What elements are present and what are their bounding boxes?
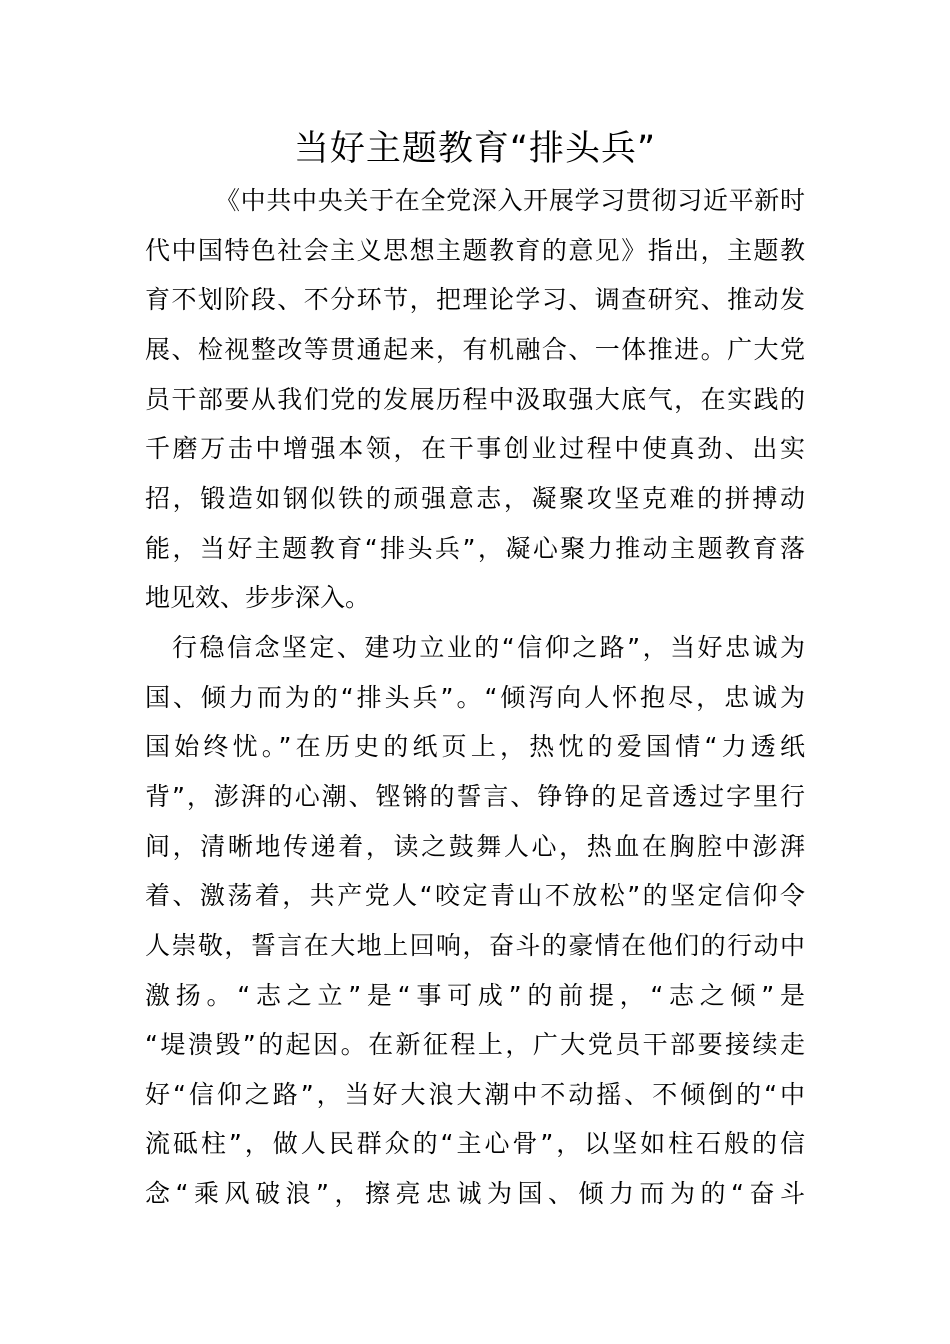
paragraph-2-line-11: 流砥柱”，做人民群众的“主心骨”，以坚如柱石般的信 <box>145 1129 805 1158</box>
paragraph-1-line-3: 育不划阶段、不分环节，把理论学习、调查研究、推动发 <box>145 285 805 314</box>
paragraph-2-line-10: 好“信仰之路”，当好大浪大潮中不动摇、不倾倒的“中 <box>145 1080 805 1109</box>
paragraph-2-line-2: 国、倾力而为的“排头兵”。“倾泻向人怀抱尽，忠诚为 <box>145 683 805 712</box>
paragraph-2-line-7: 人崇敬，誓言在大地上回响，奋斗的豪情在他们的行动中 <box>145 931 805 960</box>
paragraph-2-line-1: 行稳信念坚定、建功立业的“信仰之路”，当好忠诚为 <box>172 633 805 662</box>
paragraph-2-line-4: 背”，澎湃的心潮、铿锵的誓言、铮铮的足音透过字里行 <box>145 782 805 811</box>
paragraph-2-line-5: 间，清晰地传递着，读之鼓舞人心，热血在胸腔中澎湃 <box>145 832 805 861</box>
paragraph-1-line-6: 千磨万击中增强本领，在干事创业过程中使真劲、出实 <box>145 434 805 463</box>
paragraph-1-line-4: 展、检视整改等贯通起来，有机融合、一体推进。广大党 <box>145 335 805 364</box>
paragraph-2-line-12: 念“乘风破浪”，擦亮忠诚为国、倾力而为的“奋斗 <box>145 1179 805 1208</box>
paragraph-1-line-8: 能，当好主题教育“排头兵”，凝心聚力推动主题教育落 <box>145 534 805 563</box>
paragraph-1-line-9: 地见效、步步深入。 <box>145 583 371 612</box>
paragraph-2-line-8: 激扬。“志之立”是“事可成”的前提，“志之倾”是 <box>145 981 805 1010</box>
paragraph-2-line-3: 国始终忧。”在历史的纸页上，热忱的爱国情“力透纸 <box>145 732 805 761</box>
paragraph-1-line-7: 招，锻造如钢似铁的顽强意志，凝聚攻坚克难的拼搏动 <box>145 484 805 513</box>
document-title: 当好主题教育“排头兵” <box>293 129 657 169</box>
paragraph-2-line-6: 着、激荡着，共产党人“咬定青山不放松”的坚定信仰令 <box>145 881 805 910</box>
paragraph-1-line-1: 《中共中央关于在全党深入开展学习贯彻习近平新时 <box>215 186 805 215</box>
paragraph-1-line-2: 代中国特色社会主义思想主题教育的意见》指出，主题教 <box>145 236 805 265</box>
paragraph-1-line-5: 员干部要从我们党的发展历程中汲取强大底气，在实践的 <box>145 385 805 414</box>
paragraph-2-line-9: “堤溃毁”的起因。在新征程上，广大党员干部要接续走 <box>145 1030 805 1059</box>
